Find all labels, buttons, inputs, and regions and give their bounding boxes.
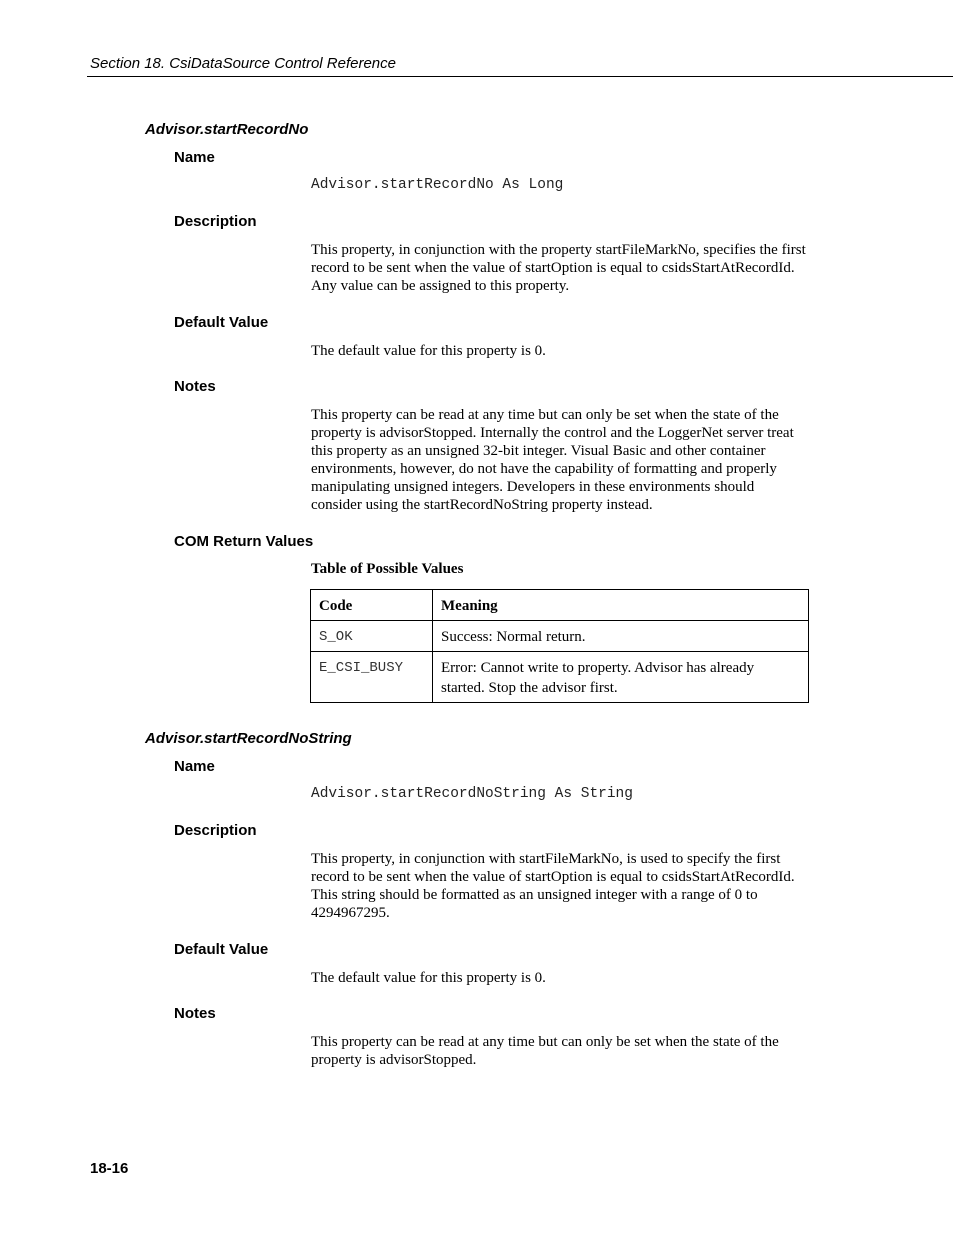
table-row <box>311 621 809 652</box>
default-value-heading: Default Value <box>174 941 269 958</box>
section-title-start-record-no: Advisor.startRecordNo <box>145 121 309 138</box>
notes-text: This property can be read at any time but can only be set when the state of the property is advisorStopped. <box>311 1034 779 1068</box>
table-header-row <box>311 590 809 621</box>
com-return-values-heading: COM Return Values <box>174 533 314 550</box>
default-value-text: The default value for this property is 0. <box>311 970 546 986</box>
default-value-heading: Default Value <box>174 314 269 331</box>
notes-heading: Notes <box>174 1005 216 1022</box>
table-row <box>311 652 809 703</box>
name-heading: Name <box>174 758 215 775</box>
name-signature: Advisor.startRecordNo As Long <box>311 177 564 193</box>
description-heading: Description <box>174 822 257 839</box>
table-cell-code: E_CSI_BUSY <box>311 652 433 703</box>
table-caption: Table of Possible Values <box>311 561 464 577</box>
description-text: This property, in conjunction with startFileMarkNo, is used to specify the first record to be sent when the value of startOption is equal to csidsStartAtRecordId. This string should be formatted as an unsigned integer with a range of 0 to 4294967295. <box>311 851 795 921</box>
running-header: Section 18. CsiDataSource Control Reference <box>90 55 396 72</box>
column-header-code: Code <box>311 590 433 621</box>
description-heading: Description <box>174 213 257 230</box>
table-cell-meaning: Success: Normal return. <box>433 621 809 652</box>
table-cell-code: S_OK <box>311 621 433 652</box>
name-signature: Advisor.startRecordNoString As String <box>311 786 633 802</box>
notes-text: This property can be read at any time but can only be set when the state of the property is advisorStopped. Internally the control and the LoggerNet server treat this property as an unsigned 32-bit integer. Visual Basic and other container environments, however, do not have the capability of formatting and properly manipulating unsigned integers. Developers in these environments should consider using the startRecordNoString property instead. <box>311 407 794 513</box>
description-text: This property, in conjunction with the property startFileMarkNo, specifies the first record to be sent when the value of startOption is equal to csidsStartAtRecordId. Any value can be assigned to this property. <box>311 242 806 294</box>
header-rule <box>87 76 953 77</box>
default-value-text: The default value for this property is 0. <box>311 343 546 359</box>
table-cell-meaning: Error: Cannot write to property. Advisor has already started. Stop the advisor first. <box>433 652 809 703</box>
name-heading: Name <box>174 149 215 166</box>
column-header-meaning: Meaning <box>433 590 809 621</box>
page-number: 18-16 <box>90 1160 129 1177</box>
section-title-start-record-no-string: Advisor.startRecordNoString <box>145 730 352 747</box>
notes-heading: Notes <box>174 378 216 395</box>
return-values-table <box>310 589 809 703</box>
